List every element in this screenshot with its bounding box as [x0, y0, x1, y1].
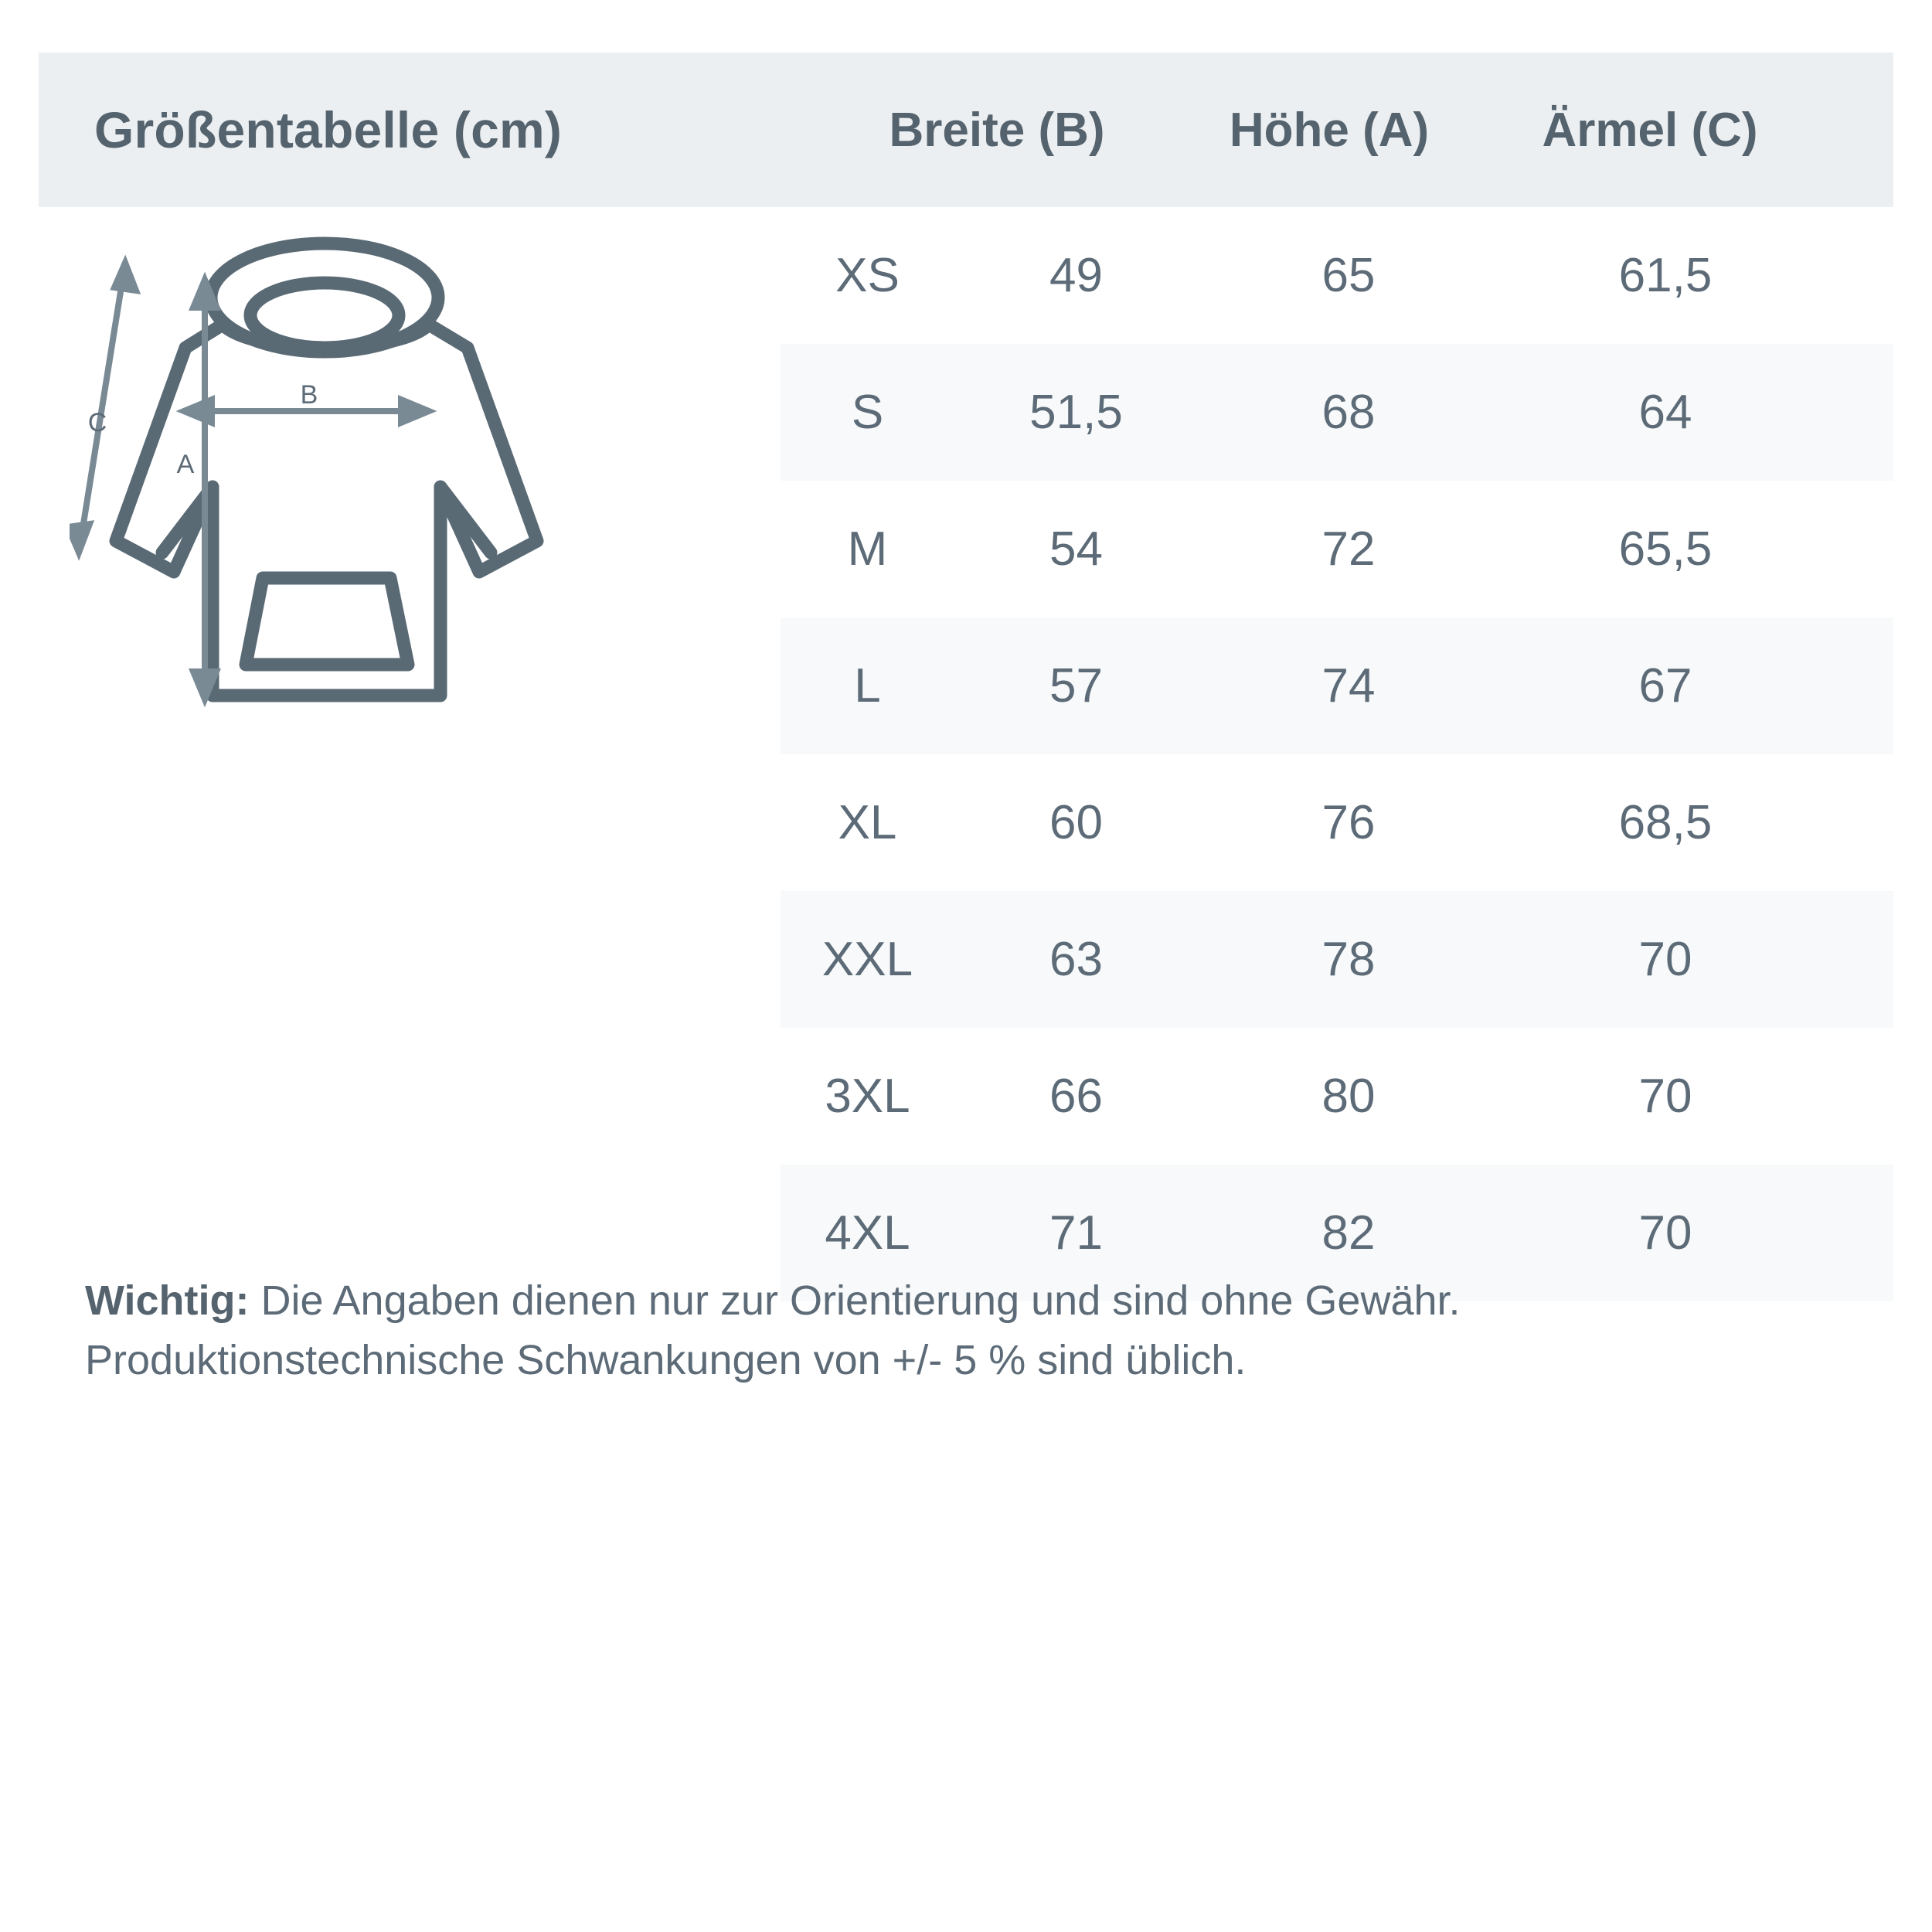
table-header-band — [39, 53, 1893, 207]
cell-aermel: 61,5 — [1618, 249, 1713, 302]
cell-breite: 60 — [1049, 796, 1103, 849]
disclaimer-note — [85, 1271, 1886, 1389]
cell-hoehe: 74 — [1321, 659, 1376, 713]
hoodie-icon — [70, 232, 750, 819]
cell-aermel: 65,5 — [1618, 522, 1713, 576]
cell-aermel: 70 — [1638, 1070, 1692, 1123]
cell-hoehe: 82 — [1321, 1206, 1376, 1260]
cell-breite: 66 — [1049, 1070, 1103, 1123]
disclaimer-label: Wichtig: — [85, 1277, 250, 1324]
table-row — [781, 1028, 1893, 1165]
column-header-hoehe: Höhe (A) — [1229, 103, 1430, 157]
cell-hoehe: 72 — [1321, 522, 1376, 576]
cell-hoehe: 65 — [1321, 249, 1376, 302]
table-row — [781, 754, 1893, 891]
cell-size: 4XL — [825, 1206, 910, 1260]
cell-aermel: 67 — [1638, 659, 1692, 713]
disclaimer-text: Die Angaben dienen nur zur Orientierung und sind ohne Gewähr. Produktionstechnische Schwankungen von +/- 5 % sind üblich. — [85, 1277, 1461, 1383]
table-row — [781, 344, 1893, 481]
cell-size: XXL — [821, 933, 913, 986]
cell-aermel: 70 — [1638, 933, 1692, 986]
cell-size: S — [851, 386, 884, 439]
cell-size: XL — [838, 796, 897, 849]
cell-breite: 51,5 — [1029, 386, 1123, 439]
cell-hoehe: 76 — [1321, 796, 1376, 849]
cell-breite: 57 — [1049, 659, 1103, 713]
size-table — [781, 207, 1893, 1301]
label-sleeve: C — [87, 408, 107, 437]
label-width: B — [300, 380, 318, 410]
label-height: A — [176, 450, 195, 479]
cell-aermel: 70 — [1638, 1206, 1692, 1260]
cell-hoehe: 68 — [1321, 386, 1376, 439]
cell-size: XS — [835, 249, 900, 302]
cell-breite: 49 — [1049, 249, 1103, 302]
hoodie-measurement-diagram — [70, 232, 750, 819]
cell-breite: 63 — [1049, 933, 1103, 986]
cell-breite: 54 — [1049, 522, 1103, 576]
cell-size: 3XL — [825, 1070, 910, 1123]
cell-hoehe: 78 — [1321, 933, 1376, 986]
cell-breite: 71 — [1049, 1206, 1103, 1260]
page-title: Größentabelle (cm) — [94, 101, 563, 158]
table-row — [781, 207, 1893, 344]
column-header-breite: Breite (B) — [889, 103, 1105, 157]
cell-aermel: 64 — [1638, 386, 1692, 439]
column-header-aermel: Ärmel (C) — [1542, 103, 1758, 157]
cell-size: M — [847, 522, 888, 576]
table-row — [781, 891, 1893, 1028]
cell-hoehe: 80 — [1321, 1070, 1376, 1123]
table-row — [781, 617, 1893, 754]
table-row — [781, 481, 1893, 617]
cell-size: L — [854, 659, 881, 713]
cell-aermel: 68,5 — [1618, 796, 1713, 849]
column-headers — [819, 103, 1932, 158]
